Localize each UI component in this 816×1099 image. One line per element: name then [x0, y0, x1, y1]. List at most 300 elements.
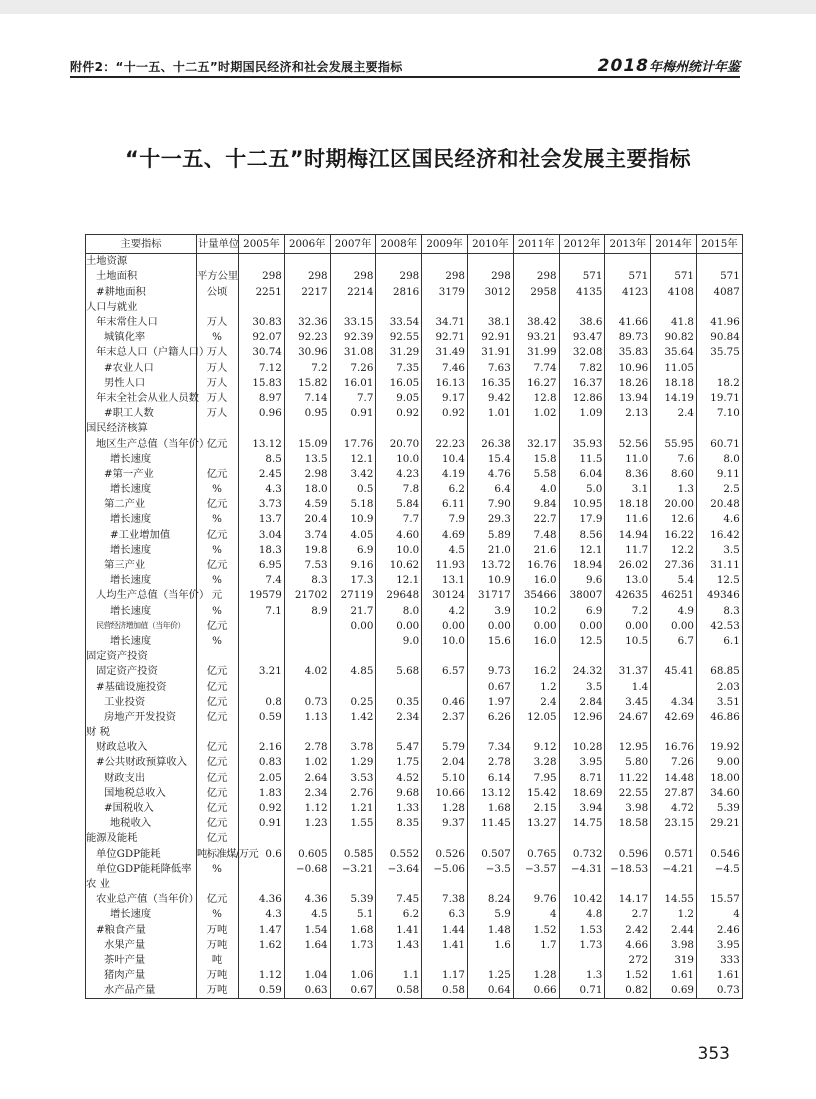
cell-value: [284, 877, 330, 892]
cell-value: 4.05: [330, 527, 376, 542]
cell-value: 5.4: [651, 573, 697, 588]
cell-value: 4.5: [284, 907, 330, 922]
row-unit: [197, 421, 239, 436]
cell-value: 3.98: [605, 801, 651, 816]
cell-value: 10.96: [605, 360, 651, 375]
cell-value: 1.68: [467, 801, 513, 816]
cell-value: 1.7: [513, 937, 559, 952]
cell-value: 16.76: [513, 558, 559, 573]
cell-value: 92.23: [284, 330, 330, 345]
cell-value: 0.732: [559, 846, 605, 861]
cell-value: 18.3: [239, 543, 285, 558]
row-unit: 公顷: [197, 284, 239, 299]
cell-value: 9.68: [376, 786, 422, 801]
cell-value: 1.55: [330, 816, 376, 831]
cell-value: 8.56: [559, 527, 605, 542]
cell-value: 18.18: [605, 497, 651, 512]
cell-value: [330, 421, 376, 436]
cell-value: 1.04: [284, 968, 330, 983]
cell-value: 55.95: [651, 436, 697, 451]
row-label: 固定资产投资: [86, 664, 197, 679]
cell-value: 571: [559, 269, 605, 284]
cell-value: 34.71: [422, 315, 468, 330]
column-header-year: 2012年: [559, 235, 605, 254]
cell-value: 2.5: [696, 482, 742, 497]
cell-value: 10.0: [376, 451, 422, 466]
table-row: [86, 406, 743, 421]
cell-value: 38.42: [513, 315, 559, 330]
row-label: 年末全社会从业人员数: [86, 391, 197, 406]
cell-value: 49346: [696, 588, 742, 603]
cell-value: [651, 300, 697, 315]
cell-value: 1.52: [605, 968, 651, 983]
cell-value: 18.58: [605, 816, 651, 831]
cell-value: 0.91: [330, 406, 376, 421]
row-label: 增长速度: [86, 512, 197, 527]
cell-value: 0.596: [605, 846, 651, 861]
cell-value: [467, 725, 513, 740]
row-unit: 万人: [197, 406, 239, 421]
table-row: [86, 330, 743, 345]
cell-value: 0.00: [376, 619, 422, 634]
cell-value: 1.25: [467, 968, 513, 983]
cell-value: 1.21: [330, 801, 376, 816]
row-label: 能源及能耗: [86, 831, 197, 846]
cell-value: 32.36: [284, 315, 330, 330]
cell-value: 0.71: [559, 983, 605, 999]
cell-value: [467, 649, 513, 664]
cell-value: 2214: [330, 284, 376, 299]
cell-value: 3.95: [559, 755, 605, 770]
cell-value: 2.4: [651, 406, 697, 421]
cell-value: 2.03: [696, 679, 742, 694]
cell-value: 41.8: [651, 315, 697, 330]
table-row: [86, 983, 743, 999]
row-unit: 亿元: [197, 892, 239, 907]
cell-value: 6.3: [422, 907, 468, 922]
cell-value: [284, 300, 330, 315]
cell-value: 3.1: [605, 482, 651, 497]
cell-value: [376, 679, 422, 694]
cell-value: 1.01: [467, 406, 513, 421]
cell-value: 16.35: [467, 376, 513, 391]
cell-value: 12.86: [559, 391, 605, 406]
row-unit: 万人: [197, 360, 239, 375]
cell-value: 31.08: [330, 345, 376, 360]
cell-value: 4108: [651, 284, 697, 299]
cell-value: −3.57: [513, 862, 559, 877]
cell-value: [696, 877, 742, 892]
cell-value: [651, 421, 697, 436]
cell-value: [651, 649, 697, 664]
cell-value: 4.85: [330, 664, 376, 679]
cell-value: 1.68: [330, 922, 376, 937]
cell-value: 1.13: [284, 710, 330, 725]
cell-value: 1.1: [376, 968, 422, 983]
table-row: [86, 315, 743, 330]
cell-value: 13.27: [513, 816, 559, 831]
cell-value: 15.42: [513, 786, 559, 801]
cell-value: 11.45: [467, 816, 513, 831]
cell-value: 4.8: [559, 907, 605, 922]
cell-value: 18.69: [559, 786, 605, 801]
cell-value: 4.34: [651, 694, 697, 709]
cell-value: 16.0: [513, 573, 559, 588]
cell-value: 5.68: [376, 664, 422, 679]
column-header-year: 2007年: [330, 235, 376, 254]
cell-value: 9.12: [513, 740, 559, 755]
row-label: 财政支出: [86, 770, 197, 785]
cell-value: 0.96: [239, 406, 285, 421]
table-row: [86, 679, 743, 694]
cell-value: 3.45: [605, 694, 651, 709]
cell-value: 20.70: [376, 436, 422, 451]
cell-value: 0.585: [330, 846, 376, 861]
row-label: 水产品产量: [86, 983, 197, 999]
cell-value: 5.9: [467, 907, 513, 922]
cell-value: 13.7: [239, 512, 285, 527]
cell-value: 10.0: [376, 543, 422, 558]
cell-value: −4.5: [696, 862, 742, 877]
cell-value: 21.7: [330, 603, 376, 618]
cell-value: 7.82: [559, 360, 605, 375]
table-row: [86, 360, 743, 375]
cell-value: [513, 649, 559, 664]
cell-value: 0.00: [330, 619, 376, 634]
cell-value: 15.82: [284, 376, 330, 391]
header-yearbook-title: [598, 56, 740, 76]
cell-value: 1.3: [559, 968, 605, 983]
cell-value: 4.36: [239, 892, 285, 907]
cell-value: 8.35: [376, 816, 422, 831]
cell-value: 13.12: [239, 436, 285, 451]
cell-value: 0.765: [513, 846, 559, 861]
row-label: #耕地面积: [86, 284, 197, 299]
cell-value: [376, 300, 422, 315]
row-unit: 亿元: [197, 755, 239, 770]
table-row: [86, 269, 743, 284]
cell-value: 4.66: [605, 937, 651, 952]
cell-value: 0.64: [467, 983, 513, 999]
cell-value: [696, 300, 742, 315]
cell-value: 12.6: [651, 512, 697, 527]
cell-value: 14.48: [651, 770, 697, 785]
cell-value: [284, 619, 330, 634]
cell-value: 33.15: [330, 315, 376, 330]
cell-value: 0.58: [422, 983, 468, 999]
cell-value: 14.55: [651, 892, 697, 907]
cell-value: 7.74: [513, 360, 559, 375]
cell-value: 29.21: [696, 816, 742, 831]
cell-value: 1.33: [376, 801, 422, 816]
cell-value: 1.2: [651, 907, 697, 922]
cell-value: 15.8: [513, 451, 559, 466]
cell-value: 4.69: [422, 527, 468, 542]
row-unit: 吨: [197, 953, 239, 968]
table-row: [86, 345, 743, 360]
cell-value: 298: [422, 269, 468, 284]
cell-value: 21.0: [467, 543, 513, 558]
cell-value: 9.11: [696, 467, 742, 482]
row-unit: %: [197, 512, 239, 527]
cell-value: [422, 877, 468, 892]
cell-value: −4.31: [559, 862, 605, 877]
cell-value: 1.48: [467, 922, 513, 937]
cell-value: 7.4: [239, 573, 285, 588]
table-header-row: [86, 235, 743, 254]
cell-value: [239, 953, 285, 968]
cell-value: 1.02: [284, 755, 330, 770]
cell-value: 4123: [605, 284, 651, 299]
cell-value: 1.75: [376, 755, 422, 770]
cell-value: 12.05: [513, 710, 559, 725]
cell-value: 20.4: [284, 512, 330, 527]
table-row: [86, 649, 743, 664]
row-unit: %: [197, 603, 239, 618]
row-label: 第三产业: [86, 558, 197, 573]
row-label: #国税收入: [86, 801, 197, 816]
row-label: 男性人口: [86, 376, 197, 391]
cell-value: [513, 725, 559, 740]
cell-value: 0.00: [467, 619, 513, 634]
row-unit: 吨标准煤/万元: [197, 847, 259, 860]
cell-value: 20.48: [696, 497, 742, 512]
cell-value: 2.46: [696, 922, 742, 937]
cell-value: 0.00: [605, 619, 651, 634]
cell-value: 24.67: [605, 710, 651, 725]
table-row: [86, 770, 743, 785]
cell-value: 29648: [376, 588, 422, 603]
cell-value: 34.60: [696, 786, 742, 801]
table-row: [86, 664, 743, 679]
row-unit: 万吨: [197, 937, 239, 952]
cell-value: 7.48: [513, 527, 559, 542]
cell-value: [605, 649, 651, 664]
cell-value: 11.5: [559, 451, 605, 466]
cell-value: 2.7: [605, 907, 651, 922]
cell-value: 2.76: [330, 786, 376, 801]
cell-value: [239, 300, 285, 315]
cell-value: 9.42: [467, 391, 513, 406]
row-unit: %: [197, 573, 239, 588]
row-unit: 亿元: [197, 679, 239, 694]
cell-value: 3.94: [559, 801, 605, 816]
row-unit: 亿元: [197, 467, 239, 482]
table-row: [86, 725, 743, 740]
cell-value: 1.2: [513, 679, 559, 694]
cell-value: 1.42: [330, 710, 376, 725]
cell-value: 31.11: [696, 558, 742, 573]
cell-value: 0.73: [696, 983, 742, 999]
cell-value: [284, 634, 330, 649]
cell-value: 3.5: [696, 543, 742, 558]
cell-value: 18.26: [605, 376, 651, 391]
cell-value: 22.55: [605, 786, 651, 801]
cell-value: 15.83: [239, 376, 285, 391]
column-header-year: 2006年: [284, 235, 330, 254]
cell-value: 1.23: [284, 816, 330, 831]
cell-value: 27.36: [651, 558, 697, 573]
table-row: [86, 846, 743, 861]
cell-value: [651, 254, 697, 270]
column-header-year: 2014年: [651, 235, 697, 254]
cell-value: [605, 300, 651, 315]
cell-value: 7.26: [651, 755, 697, 770]
cell-value: 52.56: [605, 436, 651, 451]
cell-value: 9.17: [422, 391, 468, 406]
indicators-table: [85, 234, 743, 999]
table-row: [86, 254, 743, 270]
cell-value: 7.12: [239, 360, 285, 375]
cell-value: [696, 725, 742, 740]
cell-value: −18.53: [605, 862, 651, 877]
cell-value: 8.97: [239, 391, 285, 406]
cell-value: 0.66: [513, 983, 559, 999]
cell-value: 0.546: [696, 846, 742, 861]
cell-value: 3179: [422, 284, 468, 299]
row-unit: 亿元: [197, 558, 239, 573]
cell-value: [330, 649, 376, 664]
cell-value: 21.6: [513, 543, 559, 558]
cell-value: 3.21: [239, 664, 285, 679]
cell-value: [696, 360, 742, 375]
cell-value: 298: [467, 269, 513, 284]
table-row: [86, 482, 743, 497]
row-label: 财 税: [86, 725, 197, 740]
table-row: [86, 451, 743, 466]
cell-value: 30.83: [239, 315, 285, 330]
cell-value: 4.36: [284, 892, 330, 907]
row-unit: 万人: [197, 345, 239, 360]
cell-value: [239, 254, 285, 270]
cell-value: 9.6: [559, 573, 605, 588]
cell-value: 23.15: [651, 816, 697, 831]
row-unit: [197, 725, 239, 740]
cell-value: 0.92: [376, 406, 422, 421]
cell-value: [376, 254, 422, 270]
cell-value: 19.92: [696, 740, 742, 755]
cell-value: 0.8: [239, 694, 285, 709]
cell-value: [376, 421, 422, 436]
cell-value: 27.87: [651, 786, 697, 801]
cell-value: [513, 300, 559, 315]
cell-value: 8.71: [559, 770, 605, 785]
cell-value: 6.04: [559, 467, 605, 482]
cell-value: [422, 953, 468, 968]
cell-value: 31.91: [467, 345, 513, 360]
cell-value: 92.71: [422, 330, 468, 345]
cell-value: 7.35: [376, 360, 422, 375]
cell-value: [239, 862, 285, 877]
cell-value: 41.96: [696, 315, 742, 330]
row-label: 年末常住人口: [86, 315, 197, 330]
cell-value: 13.5: [284, 451, 330, 466]
row-unit: %: [197, 634, 239, 649]
cell-value: [513, 421, 559, 436]
table-row: [86, 619, 743, 634]
table-row: [86, 862, 743, 877]
table-row: [86, 421, 743, 436]
cell-value: 18.2: [696, 376, 742, 391]
cell-value: 4.0: [513, 482, 559, 497]
cell-value: 18.00: [696, 770, 742, 785]
cell-value: 35.64: [651, 345, 697, 360]
row-label: 增长速度: [86, 543, 197, 558]
cell-value: [422, 831, 468, 846]
cell-value: 16.0: [513, 634, 559, 649]
cell-value: 26.38: [467, 436, 513, 451]
cell-value: 60.71: [696, 436, 742, 451]
cell-value: 12.2: [651, 543, 697, 558]
cell-value: 10.4: [422, 451, 468, 466]
row-label: 人均生产总值（当年价）: [86, 588, 197, 603]
cell-value: 7.34: [467, 740, 513, 755]
cell-value: 11.0: [605, 451, 651, 466]
cell-value: 319: [651, 953, 697, 968]
cell-value: 18.0: [284, 482, 330, 497]
row-label: 工业投资: [86, 694, 197, 709]
row-label: #基础设施投资: [86, 679, 197, 694]
cell-value: −3.21: [330, 862, 376, 877]
cell-value: 7.7: [330, 391, 376, 406]
cell-value: 4135: [559, 284, 605, 299]
cell-value: 1.02: [513, 406, 559, 421]
cell-value: 3.74: [284, 527, 330, 542]
cell-value: 571: [696, 269, 742, 284]
row-label: #公共财政预算收入: [86, 755, 197, 770]
cell-value: 26.02: [605, 558, 651, 573]
cell-value: [376, 725, 422, 740]
cell-value: 1.4: [605, 679, 651, 694]
cell-value: 571: [651, 269, 697, 284]
cell-value: [330, 254, 376, 270]
row-label: 土地资源: [86, 254, 197, 270]
cell-value: 0.91: [239, 816, 285, 831]
table-row: [86, 755, 743, 770]
cell-value: 12.1: [330, 451, 376, 466]
cell-value: [284, 421, 330, 436]
table-row: [86, 907, 743, 922]
cell-value: 0.63: [284, 983, 330, 999]
cell-value: [376, 649, 422, 664]
cell-value: 2.98: [284, 467, 330, 482]
table-row: [86, 801, 743, 816]
cell-value: 0.00: [422, 619, 468, 634]
cell-value: 8.0: [376, 603, 422, 618]
cell-value: 8.24: [467, 892, 513, 907]
cell-value: [284, 725, 330, 740]
cell-value: 2217: [284, 284, 330, 299]
cell-value: 0.25: [330, 694, 376, 709]
column-header-year: 2015年: [696, 235, 742, 254]
cell-value: 93.47: [559, 330, 605, 345]
cell-value: 5.10: [422, 770, 468, 785]
cell-value: −4.21: [651, 862, 697, 877]
cell-value: 16.05: [376, 376, 422, 391]
row-unit: %: [197, 862, 239, 877]
cell-value: 18.94: [559, 558, 605, 573]
row-unit: 亿元: [197, 497, 239, 512]
cell-value: 2.4: [513, 694, 559, 709]
table-row: [86, 512, 743, 527]
cell-value: 42.53: [696, 619, 742, 634]
cell-value: 92.55: [376, 330, 422, 345]
cell-value: [559, 725, 605, 740]
cell-value: 12.5: [696, 573, 742, 588]
cell-value: [559, 831, 605, 846]
cell-value: 1.47: [239, 922, 285, 937]
cell-value: 4.2: [422, 603, 468, 618]
